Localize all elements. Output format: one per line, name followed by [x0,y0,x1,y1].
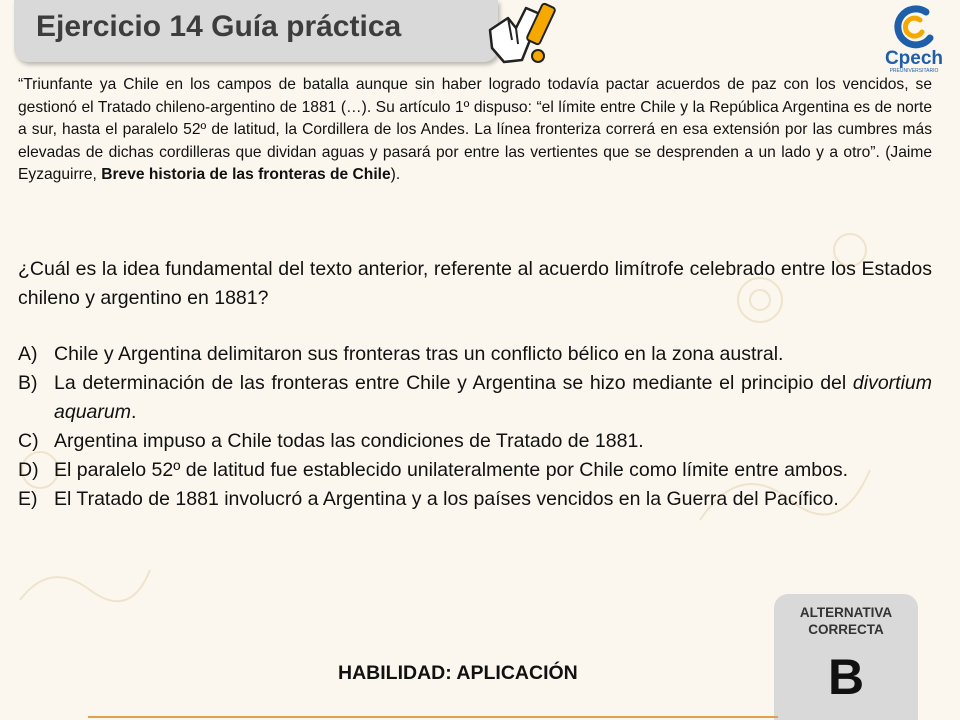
label-line1: ALTERNATIVA [799,605,893,620]
source-quote [18,74,932,187]
correct-answer-letter: B [827,649,865,705]
option-b[interactable] [18,369,932,427]
option-a[interactable] [18,340,932,369]
pointing-hand-icon [482,0,562,72]
option-letter: E) [18,488,38,510]
option-italic-term: divortium aquarum [54,372,932,423]
option-text: Argentina impuso a Chile todas las condiciones de Tratado de 1881. [54,430,644,452]
question-text: ¿Cuál es la idea fundamental del texto anterior, referente al acuerdo limítrofe celebrado entre los Estados chileno y argentino en 1881? [18,258,932,309]
label-line2: CORRECTA [808,622,884,637]
option-letter: A) [18,343,38,365]
book-title: Breve historia de las fronteras de Chile [101,166,391,184]
skill-label: HABILIDAD: APLICACIÓN [338,662,578,684]
cpech-logo-icon [876,4,952,50]
option-c[interactable] [18,427,932,456]
option-end: . [130,401,137,423]
option-text: Chile y Argentina delimitaron sus fronteras tras un conflicto bélico en la zona austral. [54,343,784,365]
quote-end: ). [390,166,401,184]
option-text: El paralelo 52º de latitud fue establecido unilateralmente por Chile como límite entre ambos. [54,459,849,481]
option-letter: D) [18,459,39,481]
correct-answer-label [774,604,918,638]
option-letter: C) [18,430,39,452]
quote-text: “Triunfante ya Chile en los campos de batalla aunque sin haber logrado todavía pactar acuerdos de paz con los vencidos, se gestionó el Tratado chileno-argentino de 1881 (…). Su artículo 1º dispuso: “el límite entre Chile y la República Argentina es de norte a sur, hasta el paralelo 52º de latitud, la Cordillera de los Andes. La línea fronteriza correrá en esa extensión por las cumbres más elevadas de dichas cordilleras que dividan aguas y pasará por entre las vertientes que se desprenden a un lado y a otro”. (Jaime Eyzaguirre, [18,76,932,184]
option-e[interactable] [18,485,932,514]
answer-options [18,340,932,514]
cpech-logo [876,4,952,76]
option-text: El Tratado de 1881 involucró a Argentina y a los países vencidos en la Guerra del Pacífico. [54,488,839,510]
logo-tagline: PREUNIVERSITARIO [889,68,939,74]
title-bar [14,0,498,62]
logo-text: Cpech [884,48,944,69]
option-letter: B) [18,372,38,394]
option-d[interactable] [18,456,932,485]
bottom-divider [88,716,778,718]
option-text: La determinación de las fronteras entre Chile y Argentina se hizo mediante el principio del [54,372,853,394]
page-title: Ejercicio 14 Guía práctica [36,10,402,43]
correct-answer-panel [774,594,918,720]
